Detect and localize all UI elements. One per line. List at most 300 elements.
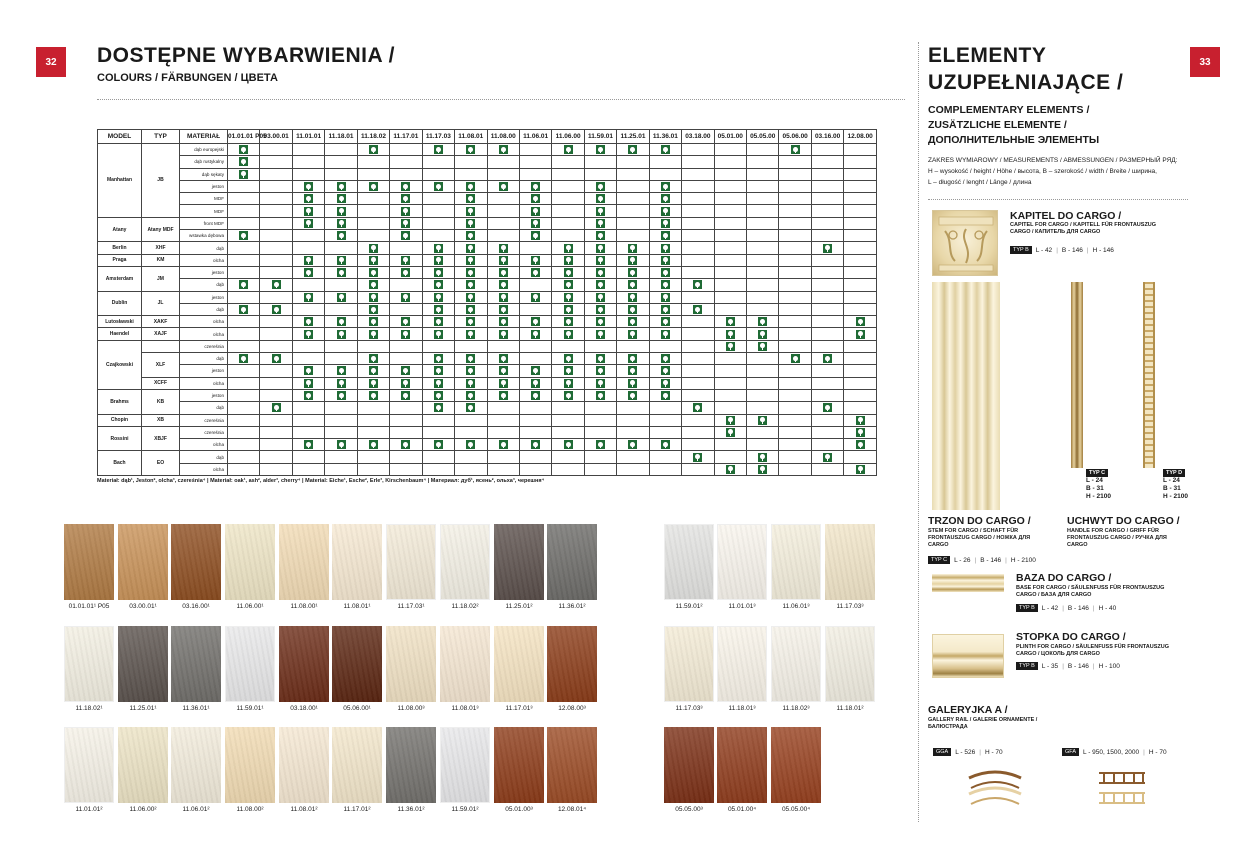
availability-cell [325,340,357,352]
availability-cell [682,217,714,229]
availability-cell [811,230,843,242]
availability-cell [811,426,843,438]
availability-cell [357,426,389,438]
availability-cell [487,365,519,377]
availability-cell [552,144,584,156]
trzon-sub3: CARGO [928,542,949,548]
availability-cell [584,353,616,365]
availability-cell [747,340,779,352]
availability-cell [779,266,811,278]
availability-cell [584,205,616,217]
availability-cell [357,303,389,315]
availability-cell [747,451,779,463]
availability-cell [519,439,551,451]
table-row [98,303,877,315]
tree-icon [434,305,443,314]
tree-icon [434,403,443,412]
model-cell: Haendel [98,328,142,340]
typ-cell: JM [142,266,180,291]
availability-cell [844,291,877,303]
kapitel-image [932,210,998,276]
swatch-label: 03.00.01¹ [129,603,157,610]
availability-cell [455,414,487,426]
availability-cell [260,353,292,365]
availability-cell [325,254,357,266]
tree-icon [369,354,378,363]
colour-swatch [118,626,168,702]
availability-cell [422,168,454,180]
availability-cell [552,193,584,205]
tree-icon [726,330,735,339]
tree-icon [434,354,443,363]
availability-cell [260,193,292,205]
tree-icon [758,465,767,474]
availability-cell [519,193,551,205]
table-row [98,217,877,229]
availability-cell [584,414,616,426]
availability-cell [747,217,779,229]
type-tag: TYP B [1016,604,1038,612]
tree-icon [337,379,346,388]
availability-cell [649,217,681,229]
table-row [98,377,877,389]
tree-icon [401,391,410,400]
tree-icon [693,403,702,412]
availability-cell [292,242,324,254]
typ-cell: XBJF [142,426,180,451]
tree-icon [304,330,313,339]
colour-swatch [494,524,544,600]
material-cell: olcha [180,439,228,451]
availability-cell [779,316,811,328]
availability-cell [357,353,389,365]
tree-icon [596,317,605,326]
availability-cell [811,205,843,217]
colour-swatch [440,626,490,702]
baza-title: BAZA DO CARGO / [1016,572,1112,584]
tree-icon [596,256,605,265]
availability-cell [292,328,324,340]
baza-sub2: CARGO / БАЗА ДЛЯ CARGO [1016,592,1092,598]
tree-icon [239,157,248,166]
availability-cell [487,340,519,352]
availability-cell [747,193,779,205]
availability-cell [519,266,551,278]
tree-icon [564,379,573,388]
table-row [98,402,877,414]
tree-icon [434,379,443,388]
tree-icon [304,207,313,216]
availability-cell [714,242,746,254]
availability-cell [390,291,422,303]
availability-cell [519,463,551,475]
availability-cell [455,426,487,438]
tree-icon [726,465,735,474]
availability-cell [292,230,324,242]
tree-icon [564,256,573,265]
uchwyt-sub2: FRONTAUSZUG CARGO / РУЧКА ДЛЯ [1067,535,1167,541]
availability-cell [357,402,389,414]
tree-icon [337,268,346,277]
availability-cell [325,156,357,168]
material-cell: dąb europejski [180,144,228,156]
baza-image [932,574,1004,592]
availability-cell [779,426,811,438]
tree-icon [434,293,443,302]
availability-cell [844,303,877,315]
tree-icon [272,403,281,412]
availability-cell [811,414,843,426]
column-header: 05.01.00 [714,130,746,144]
availability-cell [390,463,422,475]
availability-cell [811,402,843,414]
kapitel-title: KAPITEL DO CARGO / [1010,210,1122,222]
availability-cell [811,254,843,266]
availability-cell [649,291,681,303]
availability-cell [779,389,811,401]
tree-icon [661,182,670,191]
availability-cell [519,230,551,242]
availability-cell [649,451,681,463]
availability-cell [811,279,843,291]
swatch-label: 11.06.01² [182,806,210,813]
availability-cell [390,402,422,414]
availability-cell [779,353,811,365]
availability-cell [811,144,843,156]
tree-icon [661,330,670,339]
tree-icon [499,244,508,253]
table-row [98,279,877,291]
range-line: ZAKRES WYMIAROWY / MEASUREMENTS / ABMESSUNGEN / РАЗМЕРНЫЙ РЯД: [928,157,1178,164]
availability-cell [260,217,292,229]
availability-cell [747,242,779,254]
tree-icon [401,317,410,326]
availability-cell [811,377,843,389]
tree-icon [369,440,378,449]
tree-icon [369,330,378,339]
dim-l: L - 42 [1035,246,1053,254]
table-row [98,180,877,192]
tree-icon [628,440,637,449]
availability-cell [260,340,292,352]
availability-cell [325,353,357,365]
availability-cell [649,193,681,205]
availability-cell [487,168,519,180]
availability-cell [682,205,714,217]
availability-cell [325,144,357,156]
tree-icon [401,440,410,449]
availability-cell [617,328,649,340]
tree-icon [401,182,410,191]
availability-cell [487,156,519,168]
table-row [98,266,877,278]
availability-cell [292,316,324,328]
table-body [98,144,877,476]
availability-cell [617,303,649,315]
availability-cell [357,316,389,328]
availability-cell [455,156,487,168]
dim-l: L - 26 [954,556,971,564]
availability-cell [779,230,811,242]
availability-cell [747,463,779,475]
availability-cell [422,377,454,389]
tree-icon [499,256,508,265]
availability-cell [747,168,779,180]
colour-swatch [171,626,221,702]
availability-cell [617,279,649,291]
model-cell: Amsterdam [98,266,142,291]
availability-cell [747,291,779,303]
kapitel-sub2: CARGO / КАПИТЕЛЬ ДЛЯ CARGO [1010,229,1101,235]
availability-cell [487,463,519,475]
availability-cell [617,353,649,365]
availability-cell [260,402,292,414]
availability-cell [519,156,551,168]
availability-cell [811,353,843,365]
availability-cell [390,242,422,254]
column-header: 05.06.00 [779,130,811,144]
availability-cell [844,353,877,365]
availability-cell [649,205,681,217]
availability-cell [779,303,811,315]
availability-cell [617,291,649,303]
stopka-image [932,634,1004,678]
tree-icon [499,354,508,363]
availability-cell [422,328,454,340]
availability-cell [292,451,324,463]
availability-cell [325,266,357,278]
tree-icon [466,280,475,289]
availability-cell [617,316,649,328]
column-header: 01.01.01 P05 [228,130,260,144]
tree-icon [596,293,605,302]
availability-cell [487,193,519,205]
availability-cell [519,303,551,315]
availability-cell [228,144,260,156]
trzon-dims: TYP C L - 26 | B - 146 | H - 2100 [928,556,1036,564]
availability-cell [292,266,324,278]
swatch-label: 11.06.01³ [782,603,810,610]
availability-cell [811,291,843,303]
tree-icon [856,317,865,326]
material-cell: dąb [180,242,228,254]
availability-cell [228,426,260,438]
availability-cell [617,230,649,242]
availability-cell [811,242,843,254]
availability-cell [747,279,779,291]
availability-cell [357,266,389,278]
typ-c-dims [1086,469,1111,501]
availability-cell [779,168,811,180]
tree-icon [466,293,475,302]
availability-cell [844,463,877,475]
colour-swatch [279,727,329,803]
material-cell: czereśnia [180,340,228,352]
availability-cell [519,365,551,377]
availability-cell [779,156,811,168]
tree-icon [337,207,346,216]
tree-icon [401,293,410,302]
colour-swatch [440,524,490,600]
availability-cell [390,377,422,389]
tree-icon [758,330,767,339]
availability-cell [811,365,843,377]
availability-cell [292,402,324,414]
availability-cell [682,180,714,192]
tree-icon [499,440,508,449]
table-row [98,254,877,266]
availability-cell [357,144,389,156]
tree-icon [434,317,443,326]
tree-icon [304,440,313,449]
tree-icon [758,317,767,326]
availability-cell [228,254,260,266]
tree-icon [628,145,637,154]
dim-l: L - 24 [1086,477,1103,484]
typ-cell: KB [142,389,180,414]
model-cell: Berlin [98,242,142,254]
tree-icon [239,145,248,154]
swatch-label: 11.59.01² [451,806,479,813]
availability-cell [714,377,746,389]
tree-icon [564,366,573,375]
material-cell: olcha [180,377,228,389]
dim-h: H - 70 [1148,748,1167,756]
tree-icon [337,293,346,302]
typ-cell: XB [142,414,180,426]
table-row [98,168,877,180]
availability-cell [292,279,324,291]
tree-icon [661,440,670,449]
availability-cell [811,451,843,463]
availability-cell [682,439,714,451]
tree-icon [531,391,540,400]
typ-d-dims [1163,469,1188,501]
availability-cell [617,463,649,475]
tree-icon [726,317,735,326]
tree-icon [304,182,313,191]
availability-cell [779,414,811,426]
availability-cell [844,365,877,377]
tree-icon [856,330,865,339]
availability-cell [779,439,811,451]
availability-cell [649,242,681,254]
table-row [98,340,877,352]
dim-h: H - 2100 [1163,493,1188,500]
tree-icon [564,145,573,154]
column-header: MATERIAŁ [180,130,228,144]
availability-cell [260,377,292,389]
tree-icon [466,244,475,253]
availability-cell [487,242,519,254]
availability-cell [260,389,292,401]
availability-cell [357,242,389,254]
stopka-title: STOPKA DO CARGO / [1016,631,1126,643]
availability-cell [228,279,260,291]
tree-icon [466,379,475,388]
availability-cell [487,402,519,414]
availability-cell [552,328,584,340]
colour-availability-table [97,129,877,476]
tree-icon [466,219,475,228]
column-header: TYP [142,130,180,144]
material-cell: dąb [180,353,228,365]
baza-sub1: BASE FOR CARGO / SÄULENFUSS FÜR FRONTAUSZUG [1016,585,1165,591]
availability-cell [617,144,649,156]
availability-cell [584,217,616,229]
tree-icon [791,354,800,363]
availability-cell [714,254,746,266]
availability-cell [649,463,681,475]
swatch-label: 11.18.01² [836,705,864,712]
tree-icon [466,354,475,363]
availability-cell [455,180,487,192]
tree-icon [401,194,410,203]
availability-cell [455,205,487,217]
tree-icon [856,428,865,437]
swatch-label: 11.59.01¹ [236,705,264,712]
availability-cell [747,156,779,168]
availability-cell [617,217,649,229]
availability-cell [455,217,487,229]
availability-cell [519,205,551,217]
availability-cell [747,328,779,340]
availability-cell [325,205,357,217]
availability-cell [747,144,779,156]
availability-cell [584,389,616,401]
availability-cell [357,439,389,451]
tree-icon [337,391,346,400]
type-tag: GFA [1062,748,1079,756]
availability-cell [260,303,292,315]
availability-cell [779,328,811,340]
tree-icon [466,268,475,277]
availability-cell [747,205,779,217]
tree-icon [369,256,378,265]
tree-icon [369,305,378,314]
tree-icon [628,268,637,277]
dim-l: L - 24 [1163,477,1180,484]
swatch-label: 05.06.00¹ [343,705,371,712]
tree-icon [499,379,508,388]
tree-icon [758,342,767,351]
availability-cell [422,365,454,377]
tree-icon [596,268,605,277]
availability-cell [682,328,714,340]
typ-cell: XLF [142,353,180,378]
material-cell: jeston [180,389,228,401]
tree-icon [466,207,475,216]
table-row [98,316,877,328]
uchwyt-sub3: CARGO [1067,542,1088,548]
availability-cell [779,291,811,303]
availability-cell [357,168,389,180]
dim-h: H - 146 [1092,246,1114,254]
tree-icon [304,194,313,203]
uchwyt-sub1: HANDLE FOR CARGO / GRIFF FÜR [1067,528,1159,534]
swatch-label: 11.08.01³ [451,705,479,712]
availability-cell [260,414,292,426]
availability-cell [228,205,260,217]
model-cell: Bach [98,451,142,476]
tree-icon [758,416,767,425]
availability-cell [844,414,877,426]
material-cell: wstawka dębowa [180,230,228,242]
availability-cell [779,340,811,352]
tree-icon [661,231,670,240]
tree-icon [304,379,313,388]
tree-icon [434,366,443,375]
